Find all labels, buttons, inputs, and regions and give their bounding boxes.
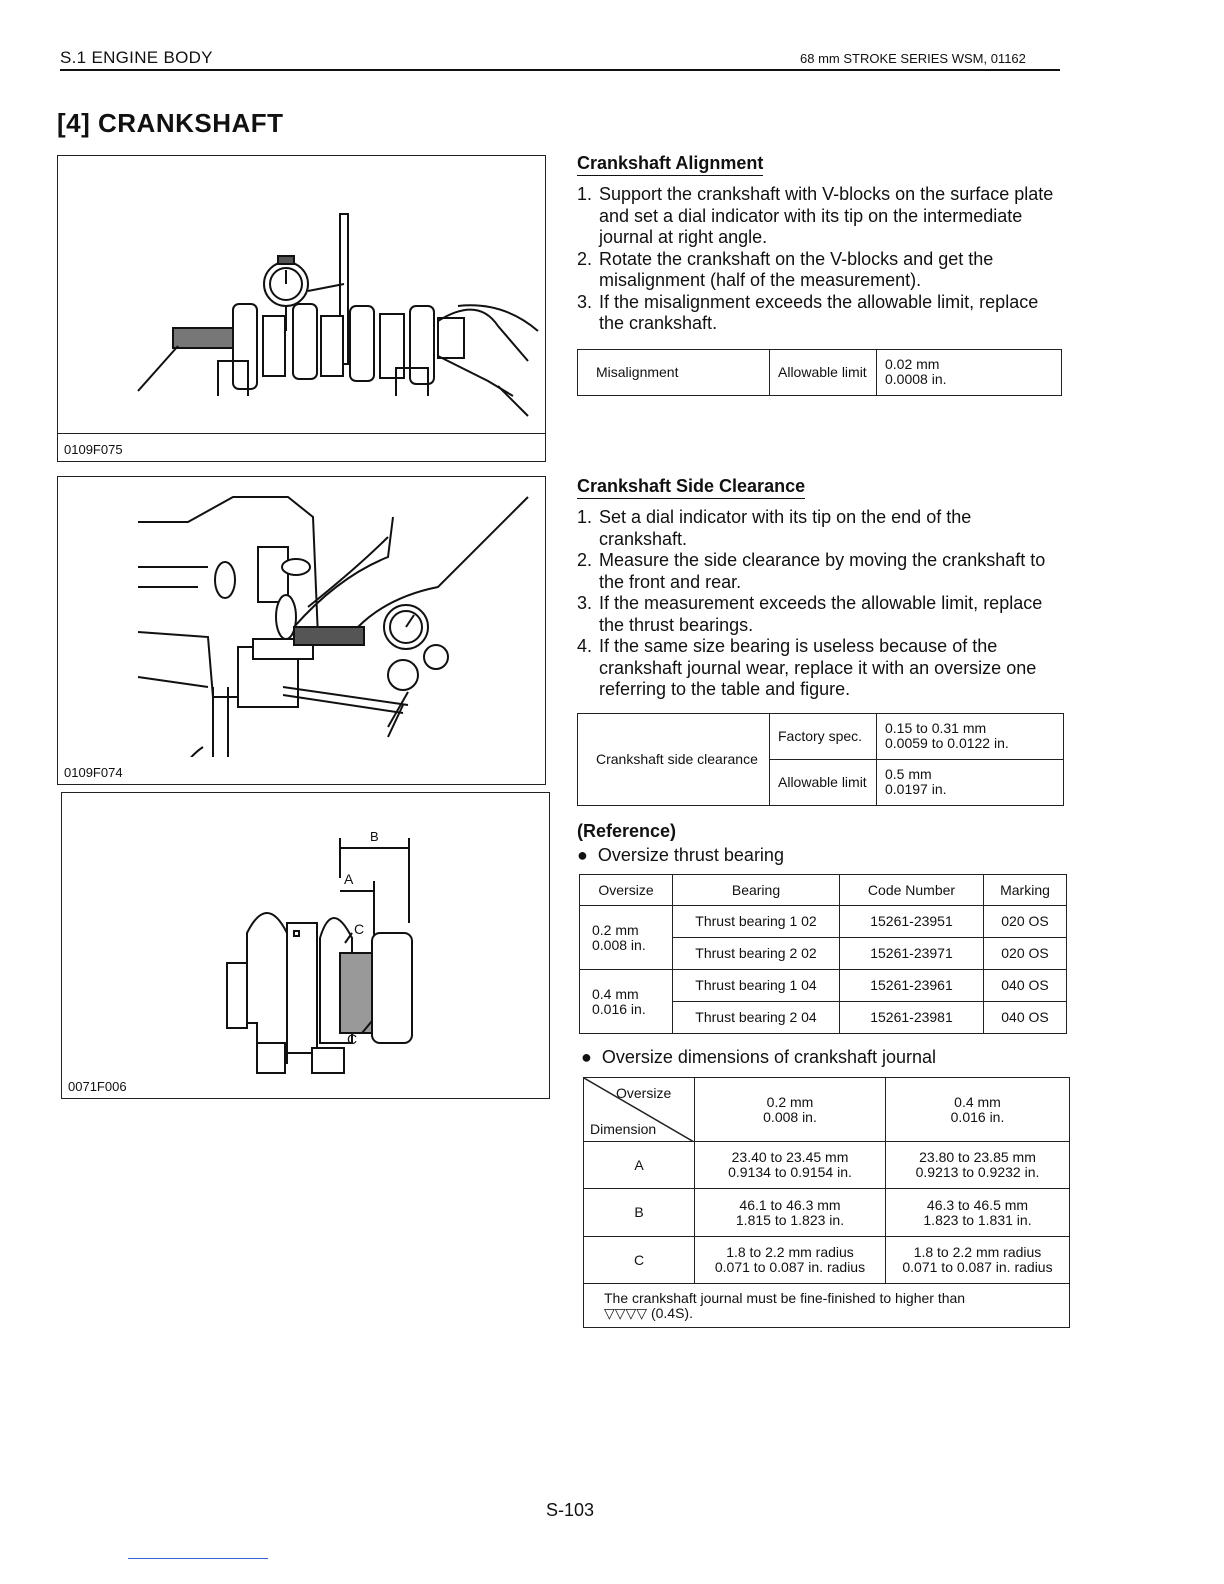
spec-value: 0.02 mm 0.0008 in. [877, 349, 1062, 395]
bullet-icon: ● [577, 845, 598, 865]
spec-kind: Allowable limit [770, 759, 877, 805]
side-clearance-steps [577, 507, 1059, 701]
column-header: Bearing [673, 875, 840, 906]
journal-dimensions-table [583, 1077, 1070, 1328]
value-cell: 46.1 to 46.3 mm 1.815 to 1.823 in. [695, 1189, 886, 1237]
spec-value: 0.15 to 0.31 mm 0.0059 to 0.0122 in. [877, 713, 1064, 759]
dimension-label-c-top: C [354, 921, 365, 937]
series-header: 68 mm STROKE SERIES WSM, 01162 [800, 51, 1026, 66]
spec-item: Misalignment [578, 349, 770, 395]
value-cell: 46.3 to 46.5 mm 1.823 to 1.831 in. [886, 1189, 1070, 1237]
crankshaft-side-clearance-illustration [58, 477, 544, 757]
table-row [584, 1189, 1070, 1237]
marking-cell: 040 OS [984, 970, 1067, 1002]
dimension-cell: B [584, 1189, 695, 1237]
value-cell: 23.40 to 23.45 mm 0.9134 to 0.9154 in. [695, 1142, 886, 1189]
dimension-cell: A [584, 1142, 695, 1189]
list-item: 2. Rotate the crankshaft on the V-blocks and get the misalignment (half of the measurement). [577, 248, 994, 290]
value-cell: 1.8 to 2.2 mm radius 0.071 to 0.087 in. radius [886, 1237, 1070, 1284]
side-clearance-section [577, 476, 1059, 806]
column-header: 0.2 mm 0.008 in. [695, 1078, 886, 1142]
list-item: 2. Measure the side clearance by moving the crankshaft to the front and rear. [577, 550, 1046, 592]
finish-note: The crankshaft journal must be fine-finished to higher than ▽▽▽▽ (0.4S). [584, 1284, 1070, 1328]
marking-cell: 040 OS [984, 1002, 1067, 1034]
marking-cell: 020 OS [984, 938, 1067, 970]
spec-kind: Factory spec. [770, 713, 877, 759]
column-header: Code Number [840, 875, 984, 906]
column-header: 0.4 mm 0.016 in. [886, 1078, 1070, 1142]
oversize-cell: 0.2 mm 0.008 in. [580, 906, 673, 970]
table-row [580, 906, 1067, 938]
figure-journal-dimensions [61, 792, 550, 1099]
corner-top-label: Oversize [616, 1085, 672, 1101]
code-cell: 15261-23981 [840, 1002, 984, 1034]
side-clearance-spec-table [577, 713, 1064, 806]
bearing-cell: Thrust bearing 1 02 [673, 906, 840, 938]
dimension-label-a: A [344, 871, 354, 887]
figure-side-clearance [57, 476, 546, 785]
alignment-section [577, 153, 1059, 396]
header-rule [60, 69, 1060, 71]
table-row [580, 970, 1067, 1002]
list-item: 4. If the same size bearing is useless because of the crankshaft journal wear, replace it with an oversize one referring to the table and figure. [577, 636, 1037, 699]
marking-cell: 020 OS [984, 906, 1067, 938]
thrust-bearing-table [579, 874, 1067, 1034]
figure-code: 0109F075 [64, 442, 123, 457]
spec-value: 0.5 mm 0.0197 in. [877, 759, 1064, 805]
list-item: 1. Set a dial indicator with its tip on the end of the crankshaft. [577, 507, 972, 549]
code-cell: 15261-23951 [840, 906, 984, 938]
code-cell: 15261-23971 [840, 938, 984, 970]
spec-item: Crankshaft side clearance [578, 713, 770, 805]
bullet-icon: ● [581, 1047, 602, 1067]
value-cell: 1.8 to 2.2 mm radius 0.071 to 0.087 in. radius [695, 1237, 886, 1284]
list-item: 1. Support the crankshaft with V-blocks on the surface plate and set a dial indicator with its tip on the intermediate journal at right angle. [577, 184, 1054, 247]
page-number: S-103 [546, 1500, 595, 1520]
table-row [584, 1284, 1070, 1328]
journal-bullet: ● Oversize dimensions of crankshaft journal [581, 1047, 937, 1067]
list-item: 3. If the measurement exceeds the allowable limit, replace the thrust bearings. [577, 593, 1043, 635]
corner-cell [584, 1078, 695, 1142]
reference-title: (Reference) [577, 821, 677, 841]
misalignment-spec-table [577, 349, 1062, 396]
table-row [584, 1237, 1070, 1284]
bearing-cell: Thrust bearing 1 04 [673, 970, 840, 1002]
crankshaft-alignment-illustration [58, 156, 544, 436]
section-header: S.1 ENGINE BODY [60, 48, 213, 67]
value-cell: 23.80 to 23.85 mm 0.9213 to 0.9232 in. [886, 1142, 1070, 1189]
dimension-label-b: B [370, 829, 379, 844]
alignment-heading: Crankshaft Alignment [577, 153, 763, 176]
bearing-cell: Thrust bearing 2 04 [673, 1002, 840, 1034]
side-clearance-heading: Crankshaft Side Clearance [577, 476, 805, 499]
thrust-bullet: ● Oversize thrust bearing [577, 845, 784, 865]
column-header: Oversize [580, 875, 673, 906]
dimension-label-c-bottom: C [347, 1031, 358, 1047]
list-item: 3. If the misalignment exceeds the allowable limit, replace the crankshaft. [577, 291, 1039, 333]
figure-code: 0109F074 [64, 765, 123, 780]
figure-code: 0071F006 [68, 1079, 127, 1094]
spec-kind: Allowable limit [770, 349, 877, 395]
column-header: Marking [984, 875, 1067, 906]
code-cell: 15261-23961 [840, 970, 984, 1002]
footer-rule [128, 1558, 268, 1559]
table-row [584, 1142, 1070, 1189]
alignment-steps [577, 184, 1059, 335]
figure-code-rule [58, 433, 545, 434]
bearing-cell: Thrust bearing 2 02 [673, 938, 840, 970]
page-title: [4] CRANKSHAFT [57, 108, 284, 138]
corner-bottom-label: Dimension [590, 1121, 657, 1137]
crankshaft-journal-dimensions-illustration [62, 793, 548, 1093]
oversize-cell: 0.4 mm 0.016 in. [580, 970, 673, 1034]
figure-alignment [57, 155, 546, 462]
dimension-cell: C [584, 1237, 695, 1284]
